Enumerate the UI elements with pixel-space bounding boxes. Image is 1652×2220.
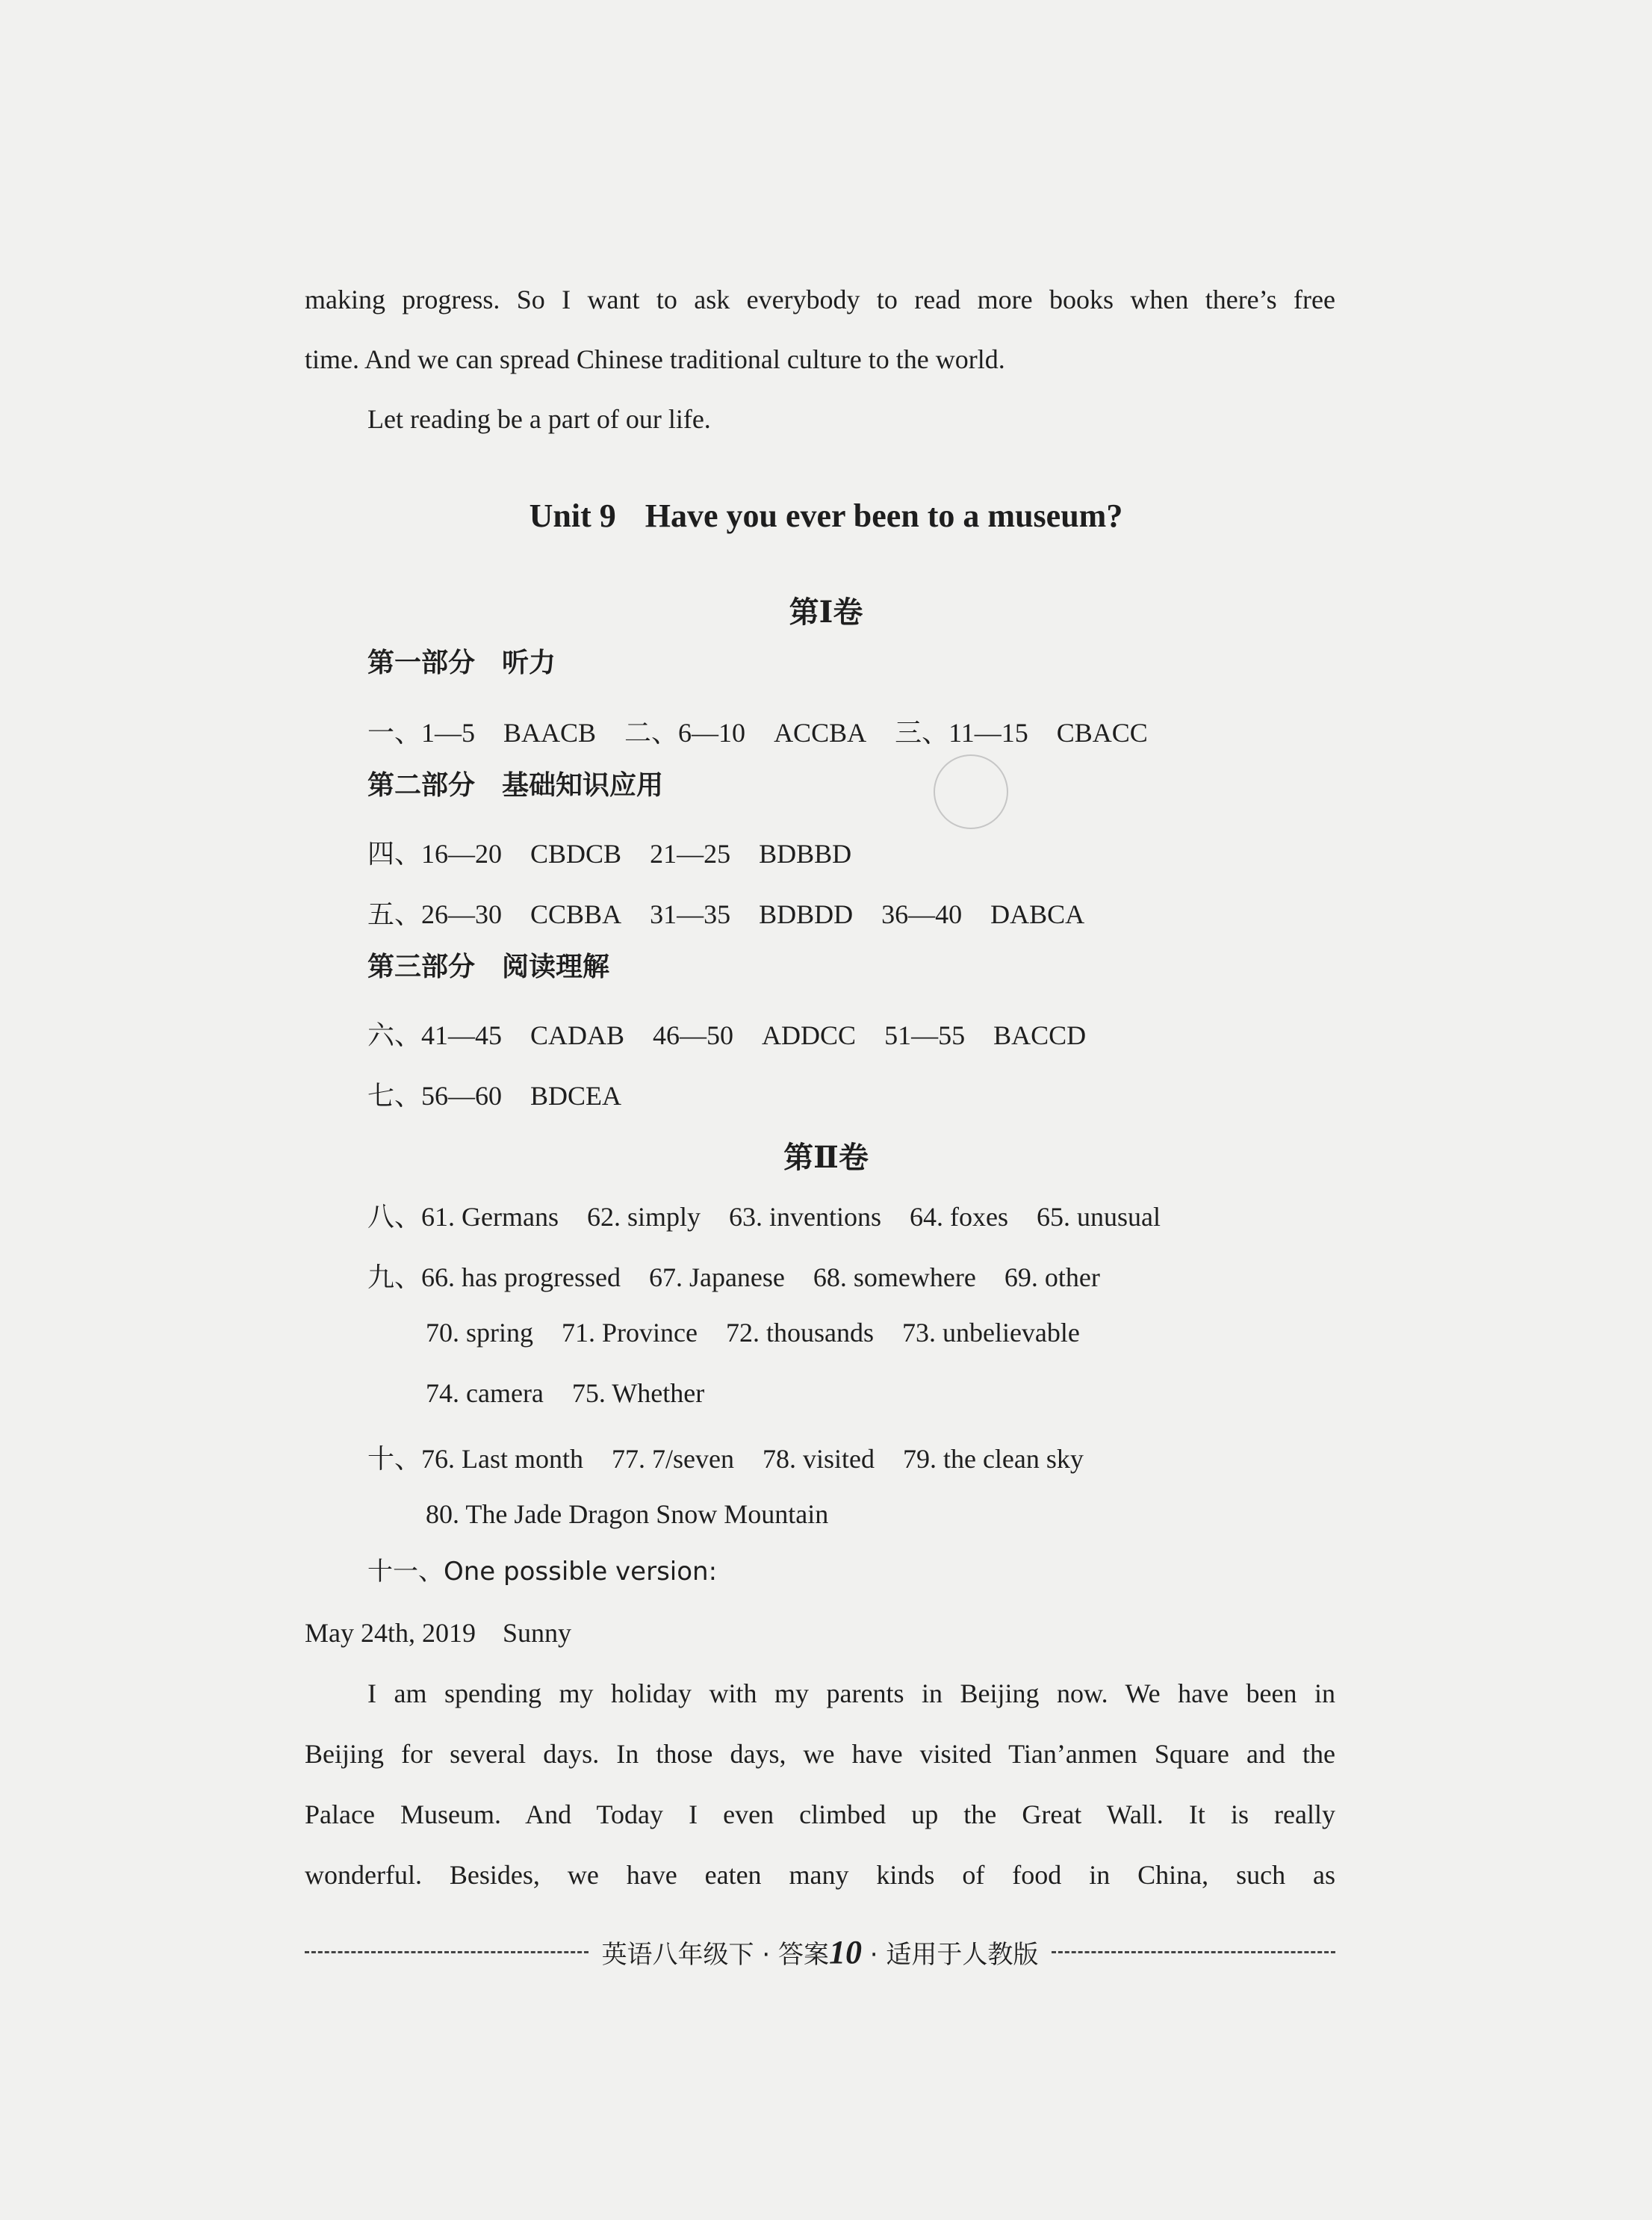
answer-item: 75. Whether (571, 1378, 705, 1408)
answer-value: BDBBD (759, 839, 852, 869)
essay-line-1: I am spending my holiday with my parents in Beijing now. We have been in (367, 1678, 1335, 1708)
answer-range: 31—35 (650, 899, 731, 929)
answer-row-6 (367, 1014, 1114, 1052)
unit-title: Have you ever been to a museum? (645, 497, 1123, 534)
part-1-heading: 第一部分 听力 (367, 648, 556, 678)
unit-number: Unit 9 (529, 497, 616, 534)
answer-value: CBDCB (530, 839, 622, 869)
answer-row-7 (367, 1075, 650, 1113)
answer-value: CCBBA (530, 899, 622, 929)
part-2-heading: 第二部分 基础知识应用 (367, 770, 664, 801)
answer-item: 67. Japanese (648, 1262, 785, 1292)
answer-item: 69. other (1004, 1262, 1100, 1292)
answer-row-11: 十一、One possible version: (367, 1557, 718, 1587)
answer-range: 1—5 (421, 718, 476, 748)
answer-row-9-cont (426, 1317, 1108, 1348)
answer-range: 三、11—15 (895, 718, 1028, 748)
answer-value: BACCD (993, 1020, 1087, 1050)
watermark-stamp (934, 754, 1008, 829)
answer-item: 62. simply (586, 1202, 701, 1232)
answer-value: BAACB (503, 718, 597, 748)
volume-2-heading: 第Ⅱ卷 (783, 1140, 869, 1175)
answer-item: 65. unusual (1036, 1202, 1161, 1232)
answer-item: 78. visited (762, 1444, 875, 1474)
answer-item: 72. thousands (725, 1318, 874, 1348)
answer-range: 21—25 (650, 839, 731, 869)
answer-item: 66. has progressed (421, 1262, 621, 1292)
answer-item: 77. 7/seven (612, 1444, 734, 1474)
answer-row-9 (367, 1256, 1128, 1295)
page-footer (305, 1933, 1335, 1971)
answer-row-10-cont (426, 1498, 857, 1530)
answer-item: 68. somewhere (813, 1262, 976, 1292)
answer-row-8 (367, 1196, 1189, 1234)
row-label: 九、 (367, 1262, 422, 1293)
footer-right: · 适用于人教版 (862, 1940, 1039, 1970)
footer-left: 英语八年级下 · 答案 (601, 1940, 829, 1970)
row-label: 六、 (367, 1020, 422, 1051)
answer-value: CADAB (530, 1020, 625, 1050)
answer-range: 56—60 (421, 1081, 503, 1111)
footer-divider-right (1052, 1951, 1335, 1953)
answer-item: 70. spring (426, 1318, 533, 1348)
volume-1-heading: 第Ⅰ卷 (789, 595, 863, 630)
answer-range: 二、6—10 (624, 718, 746, 748)
row-label: 八、 (367, 1202, 422, 1233)
answer-item: 73. unbelievable (901, 1318, 1080, 1348)
part-3-heading: 第三部分 阅读理解 (367, 952, 610, 982)
answer-range: 46—50 (653, 1020, 734, 1050)
answer-range: 41—45 (421, 1020, 503, 1050)
answer-value: CBACC (1056, 718, 1148, 748)
answer-value: DABCA (990, 899, 1085, 929)
row-label: 七、 (367, 1081, 422, 1111)
page-number: 10 (829, 1934, 862, 1971)
answer-value: BDCEA (530, 1081, 622, 1111)
intro-line-1: making progress. So I want to ask everybody to read more books when there’s free (305, 285, 1335, 314)
answer-item: 61. Germans (421, 1202, 559, 1232)
answer-item: 80. The Jade Dragon Snow Mountain (426, 1499, 829, 1529)
answer-row-4 (367, 833, 880, 871)
intro-line-2: time. And we can spread Chinese traditional culture to the world. (305, 344, 1005, 374)
answer-item: 71. Province (562, 1318, 698, 1348)
answer-row-5 (367, 893, 1113, 931)
essay-line-4: wonderful. Besides, we have eaten many kinds of food in China, such as (305, 1860, 1335, 1890)
unit-heading (0, 497, 1652, 535)
answer-range: 36—40 (881, 899, 963, 929)
answer-range: 26—30 (421, 899, 503, 929)
row-label: 十、 (367, 1444, 422, 1475)
row-label: 四、 (367, 839, 422, 869)
answer-value: ACCBA (774, 718, 867, 748)
footer-text (589, 1933, 1052, 1971)
answer-value: ADDCC (762, 1020, 857, 1050)
answer-item: 79. the clean sky (902, 1444, 1084, 1474)
answer-row-10 (367, 1438, 1112, 1476)
answer-value: BDBDD (759, 899, 854, 929)
answer-row-9-cont2 (426, 1377, 733, 1409)
answer-range: 51—55 (884, 1020, 966, 1050)
footer-divider-left (305, 1951, 589, 1953)
intro-line-3: Let reading be a part of our life. (367, 404, 711, 434)
answer-item: 63. inventions (729, 1202, 881, 1232)
answer-row-1 (367, 712, 1176, 750)
essay-line-2: Beijing for several days. In those days, we have visited Tian’anmen Square and the (305, 1739, 1335, 1769)
answer-item: 74. camera (426, 1378, 544, 1408)
answer-range: 16—20 (421, 839, 503, 869)
row-label: 五、 (367, 899, 422, 930)
essay-line-3: Palace Museum. And Today I even climbed up the Great Wall. It is really (305, 1799, 1335, 1829)
row-label: 一、 (367, 718, 422, 748)
answer-item: 64. foxes (910, 1202, 1008, 1232)
essay-date: May 24th, 2019 Sunny (305, 1618, 572, 1648)
answer-item: 76. Last month (421, 1444, 583, 1474)
